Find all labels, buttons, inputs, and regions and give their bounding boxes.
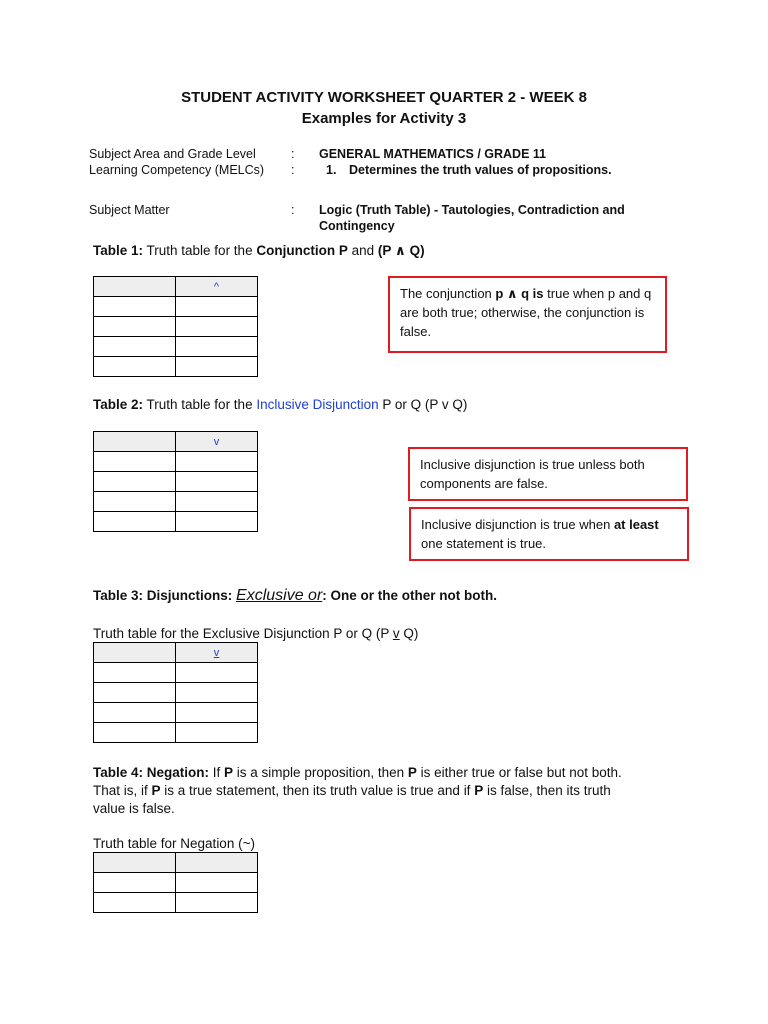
competency-value: Determines the truth values of propositions.	[349, 163, 612, 177]
table-header-cell	[176, 853, 258, 873]
table-cell[interactable]	[176, 452, 258, 472]
table-row	[94, 683, 258, 703]
table-cell[interactable]	[176, 683, 258, 703]
table-row	[94, 873, 258, 893]
table-header-cell	[94, 432, 176, 452]
subject-area-value: GENERAL MATHEMATICS / GRADE 11	[319, 147, 547, 161]
table-row	[94, 512, 258, 532]
table3-caption: Table 3: Disjunctions: Exclusive or: One or the other not both.	[93, 587, 497, 604]
inclusive-disjunction-link[interactable]: Inclusive Disjunction	[256, 397, 379, 412]
table-row	[94, 492, 258, 512]
table2-caption: Table 2: Truth table for the Inclusive Disjunction P or Q (P v Q)	[93, 397, 468, 412]
table1-caption: Table 1: Truth table for the Conjunction P and (P ∧ Q)	[93, 243, 425, 258]
table-row	[94, 723, 258, 743]
worksheet-subtitle: Examples for Activity 3	[301, 110, 467, 127]
table-row	[94, 337, 258, 357]
table-cell[interactable]	[176, 357, 258, 377]
table-cell[interactable]	[176, 337, 258, 357]
table-cell[interactable]	[94, 452, 176, 472]
conjunction-callout: The conjunction p ∧ q is true when p and q are both true; otherwise, the conjunction is false.	[388, 276, 667, 353]
inclusive-disjunction-truth-table	[93, 431, 258, 532]
table-cell[interactable]	[176, 723, 258, 743]
table-cell[interactable]	[94, 683, 176, 703]
table-cell[interactable]	[94, 703, 176, 723]
table-row	[94, 893, 258, 913]
table-cell[interactable]	[176, 512, 258, 532]
table-cell[interactable]	[176, 492, 258, 512]
worksheet-title: STUDENT ACTIVITY WORKSHEET QUARTER 2 - WEEK 8	[181, 89, 587, 106]
table-header-row	[94, 277, 258, 297]
table-cell[interactable]	[94, 317, 176, 337]
competency-number: 1.	[326, 163, 337, 177]
table-row	[94, 472, 258, 492]
table-cell[interactable]	[94, 297, 176, 317]
table-cell[interactable]	[94, 663, 176, 683]
table-row	[94, 703, 258, 723]
table-header-row	[94, 853, 258, 873]
table-cell[interactable]	[176, 297, 258, 317]
table-header-cell	[94, 277, 176, 297]
negation-paragraph: Table 4: Negation: If P is a simple proposition, then P is either true or false but not both. That is, if P is a true statement, then its truth value is true and if P is false, then its truth value is false.	[93, 765, 622, 816]
table-row	[94, 317, 258, 337]
table-header-row	[94, 432, 258, 452]
table-cell[interactable]	[176, 317, 258, 337]
table-cell[interactable]	[94, 512, 176, 532]
table-cell[interactable]	[176, 873, 258, 893]
table-cell[interactable]	[176, 663, 258, 683]
table-row	[94, 663, 258, 683]
table-cell[interactable]	[94, 873, 176, 893]
subject-matter-value-line1: Logic (Truth Table) - Tautologies, Contradiction and	[319, 203, 625, 217]
negation-truth-table	[93, 852, 258, 913]
table-cell[interactable]	[94, 893, 176, 913]
table-header-row	[94, 643, 258, 663]
table-cell[interactable]	[94, 357, 176, 377]
inclusive-disjunction-callout-2: Inclusive disjunction is true when at least one statement is true.	[409, 507, 689, 561]
table-header-cell	[94, 853, 176, 873]
competency-label: Learning Competency (MELCs)	[89, 163, 265, 177]
table-header-cell: v	[176, 643, 258, 663]
table-header-cell	[94, 643, 176, 663]
conjunction-truth-table	[93, 276, 258, 377]
table-cell[interactable]	[94, 723, 176, 743]
subject-area-label: Subject Area and Grade Level	[89, 147, 256, 161]
table-cell[interactable]	[176, 703, 258, 723]
table-cell[interactable]	[94, 492, 176, 512]
inclusive-disjunction-callout-1: Inclusive disjunction is true unless both components are false.	[408, 447, 688, 501]
subject-matter-colon: :	[291, 203, 295, 217]
table-cell[interactable]	[176, 472, 258, 492]
table-cell[interactable]	[94, 472, 176, 492]
exclusive-disjunction-truth-table	[93, 642, 258, 743]
subject-matter-value-line2: Contingency	[319, 219, 395, 233]
table-header-cell: v	[176, 432, 258, 452]
subject-matter-label: Subject Matter	[89, 203, 170, 217]
table-row	[94, 357, 258, 377]
subject-area-colon: :	[291, 147, 295, 161]
table-row	[94, 452, 258, 472]
negation-subcaption: Truth table for Negation (~)	[93, 836, 255, 851]
table-row	[94, 297, 258, 317]
table3-subcaption: Truth table for the Exclusive Disjunction P or Q (P v Q)	[93, 626, 419, 641]
table-cell[interactable]	[176, 893, 258, 913]
table-header-cell: ^	[176, 277, 258, 297]
competency-colon: :	[291, 163, 295, 177]
table-cell[interactable]	[94, 337, 176, 357]
